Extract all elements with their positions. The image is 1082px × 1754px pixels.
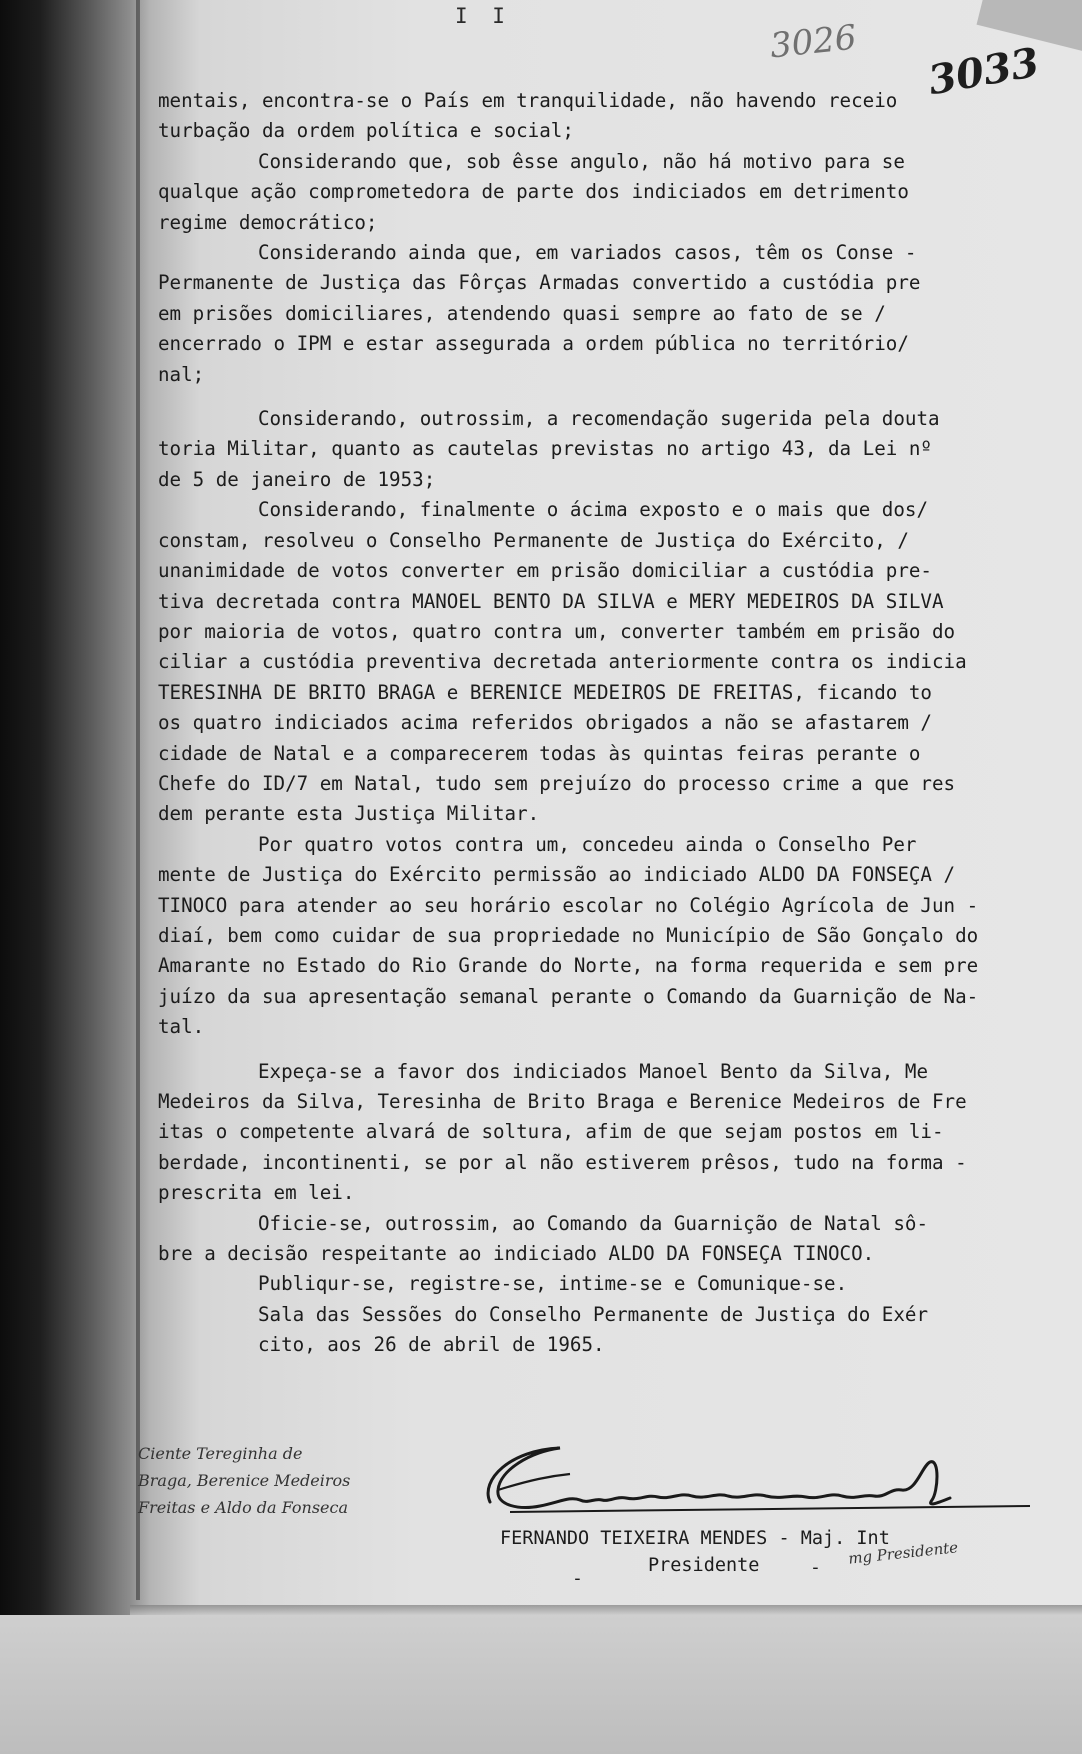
body-line: constam, resolveu o Conselho Permanente de Justiça do Exército, / — [158, 528, 909, 552]
body-line: de 5 de janeiro de 1953; — [158, 467, 436, 491]
body-line: encerrado o IPM e estar assegurada a ordem pública no território/ — [158, 332, 909, 356]
body-line: turbação da ordem política e social; — [158, 119, 574, 143]
body-line: diaí, bem como cuidar de sua propriedade no Município de São Gonçalo do — [158, 923, 979, 947]
archive-number-handwritten: 3026 — [768, 17, 859, 67]
paragraph-gap — [158, 1043, 1038, 1057]
body-line: TERESINHA DE BRITO BRAGA e BERENICE MEDEIROS DE FREITAS, ficando to — [158, 680, 932, 704]
body-line: berdade, incontinenti, se por al não estiverem prêsos, tudo na forma - — [158, 1150, 967, 1174]
body-line: nal; — [158, 362, 205, 386]
margin-note-line: Freitas e Aldo da Fonseca — [138, 1498, 348, 1517]
body-line: prescrita em lei. — [158, 1181, 355, 1205]
body-line: TINOCO para atender ao seu horário escolar no Colégio Agrícola de Jun - — [158, 893, 979, 917]
body-line: cidade de Natal e a comparecerem todas às quintas feiras perante o — [158, 741, 921, 765]
body-line: Considerando, outrossim, a recomendação sugerida pela douta — [258, 407, 940, 431]
body-line: mente de Justiça do Exército permissão ao indiciado ALDO DA FONSEÇA / — [158, 863, 956, 887]
signer-title: Presidente — [648, 1555, 760, 1576]
body-line: por maioria de votos, quatro contra um, converter também em prisão do — [158, 619, 956, 643]
page-binding-edge — [136, 0, 140, 1600]
body-line: os quatro indiciados acima referidos obrigados a não se afastarem / — [158, 711, 932, 735]
scan-background-strip — [0, 1615, 1082, 1754]
body-line: Amarante no Estado do Rio Grande do Norte, na forma requerida e sem pre — [158, 954, 979, 978]
body-line: dem perante esta Justiça Militar. — [158, 802, 540, 826]
signer-name: FERNANDO TEIXEIRA MENDES - Maj. Int — [500, 1528, 890, 1549]
paragraph-gap — [158, 390, 1038, 404]
body-line: toria Militar, quanto as cautelas previstas no artigo 43, da Lei nº — [158, 437, 932, 461]
archive-number-stamped: 3033 — [924, 38, 1043, 105]
dash-mark: - — [810, 1557, 821, 1578]
body-line: mentais, encontra-se o País em tranquilidade, não havendo receio — [158, 89, 898, 112]
handwritten-signature — [470, 1440, 1030, 1530]
body-line: cito, aos 26 de abril de 1965. — [258, 1333, 605, 1357]
margin-note-line: Braga, Berenice Medeiros — [138, 1471, 351, 1490]
body-line: Considerando que, sob êsse angulo, não há motivo para se — [258, 149, 905, 173]
body-line: juízo da sua apresentação semanal perante o Comando da Guarnição de Na- — [158, 984, 979, 1008]
body-line: Chefe do ID/7 em Natal, tudo sem prejuízo do processo crime a que res — [158, 771, 956, 795]
body-line: Publiqur-se, registre-se, intime-se e Comunique-se. — [258, 1272, 848, 1296]
body-line: bre a decisão respeitante ao indiciado ALDO DA FONSEÇA TINOCO. — [158, 1242, 875, 1266]
page-number: I I — [455, 4, 511, 28]
body-line: Considerando ainda que, em variados casos, têm os Conse - — [258, 241, 917, 265]
body-line: em prisões domiciliares, atendendo quasi sempre ao fato de se / — [158, 301, 886, 325]
handwritten-initials-note: mg Presidente — [847, 1538, 959, 1568]
body-line: Oficie-se, outrossim, ao Comando da Guarnição de Natal sô- — [258, 1211, 929, 1235]
body-line: Por quatro votos contra um, concedeu ainda o Conselho Per — [258, 832, 917, 856]
body-line: Medeiros da Silva, Teresinha de Brito Braga e Berenice Medeiros de Fre — [158, 1090, 967, 1113]
margin-note-line: Ciente Tereginha de — [138, 1444, 303, 1463]
handwritten-margin-note — [138, 1440, 458, 1521]
body-line: tiva decretada contra MANOEL BENTO DA SILVA e MERY MEDEIROS DA SILVA — [158, 589, 944, 613]
body-line: itas o competente alvará de soltura, afim de que sejam postos em li- — [158, 1120, 944, 1144]
body-line: ciliar a custódia preventiva decretada anteriormente contra os indicia — [158, 650, 967, 674]
signature-block — [470, 1440, 1030, 1600]
body-line: Expeça-se a favor dos indiciados Manoel Bento da Silva, Me — [258, 1059, 929, 1083]
body-line: Considerando, finalmente o ácima exposto e o mais que dos/ — [258, 498, 929, 522]
body-line: unanimidade de votos converter em prisão domiciliar a custódia pre- — [158, 559, 932, 583]
body-line: Sala das Sessões do Conselho Permanente de Justiça do Exér — [258, 1302, 929, 1326]
body-line: Permanente de Justiça das Fôrças Armadas convertido a custódia pre — [158, 271, 921, 295]
body-line: qualque ação comprometedora de parte dos indiciados em detrimento — [158, 180, 909, 204]
dash-mark: - — [572, 1568, 583, 1589]
document-body — [158, 86, 1038, 1361]
body-line: tal. — [158, 1015, 205, 1039]
body-line: regime democrático; — [158, 210, 378, 234]
